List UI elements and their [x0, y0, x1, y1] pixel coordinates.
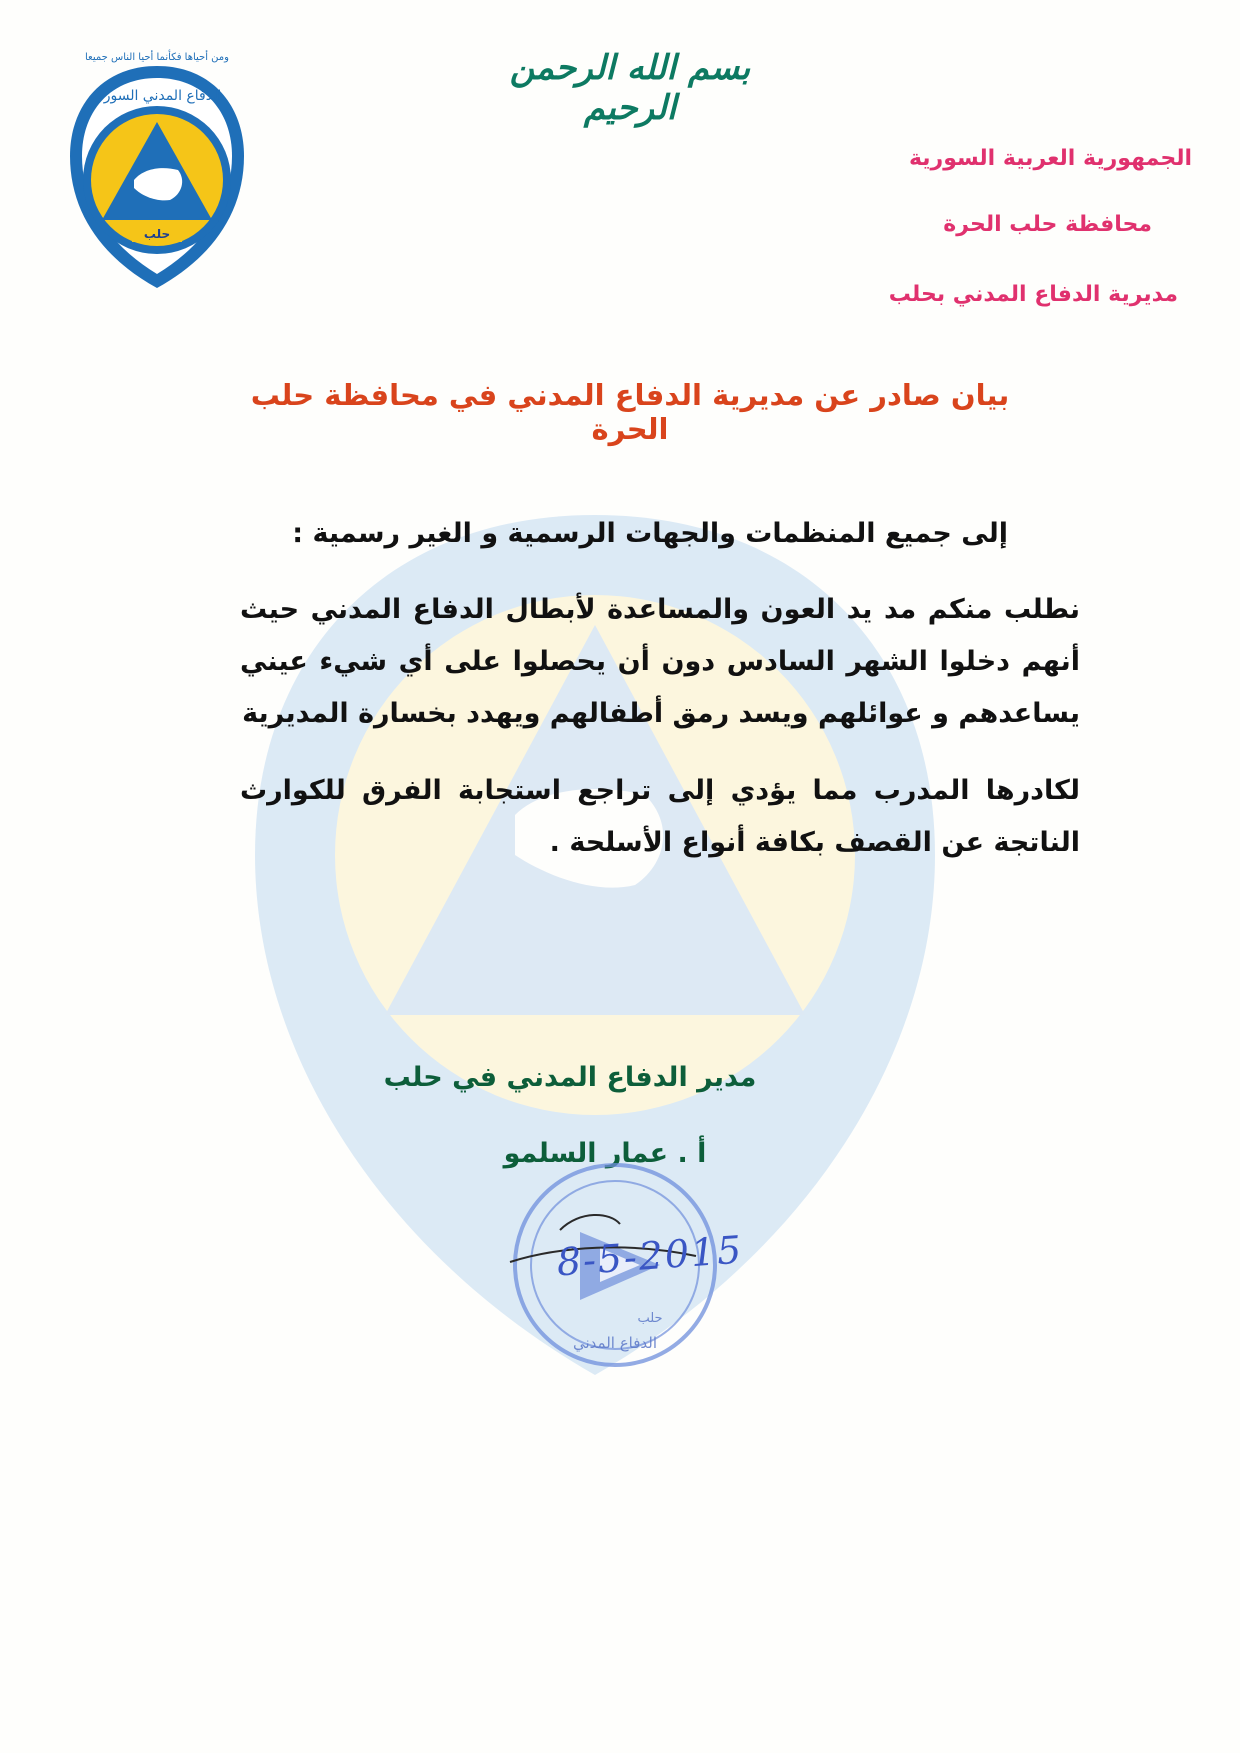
- header-country: الجمهورية العربية السورية: [908, 146, 1192, 171]
- signatory-title: مدير الدفاع المدني في حلب: [383, 1062, 757, 1093]
- stamp-city-label: حلب: [637, 1311, 663, 1326]
- header-directorate: مديرية الدفاع المدني بحلب: [888, 282, 1178, 307]
- handwritten-date: 8-5-2015: [555, 1227, 745, 1285]
- logo-city-label: حلب: [143, 227, 171, 241]
- stamp-label: الدفاع المدني: [572, 1334, 658, 1352]
- logo-org-label: الدفاع المدني السوري: [92, 88, 222, 104]
- header-governorate: محافظة حلب الحرة: [943, 212, 1152, 237]
- recipient-line: إلى جميع المنظمات والجهات الرسمية و الغير رسمية :: [292, 518, 1008, 549]
- body-paragraph-1: نطلب منكم مد يد العون والمساعدة لأبطال الدفاع المدني حيث أنهم دخلوا الشهر السادس دون أن يحصلوا على أي شيء عيني يساعدهم و عوائلهم ويسد رمق أطفالهم ويهدد بخسارة المديرية: [240, 594, 1080, 729]
- basmala: بسم الله الرحمن الرحيم: [509, 48, 751, 128]
- logo-motto: ومن أحياها فكأنما أحيا الناس جميعا: [85, 52, 229, 63]
- civil-defense-logo: [62, 48, 252, 296]
- statement-title: بيان صادر عن مديرية الدفاع المدني في محافظة حلب الحرة: [250, 378, 1010, 446]
- body-paragraph-2: لكادرها المدرب مما يؤدي إلى تراجع استجابة الفرق للكوارث الناتجة عن القصف بكافة أنواع الأسلحة .: [240, 775, 1080, 858]
- signatory-name: أ . عمار السلمو: [503, 1138, 707, 1169]
